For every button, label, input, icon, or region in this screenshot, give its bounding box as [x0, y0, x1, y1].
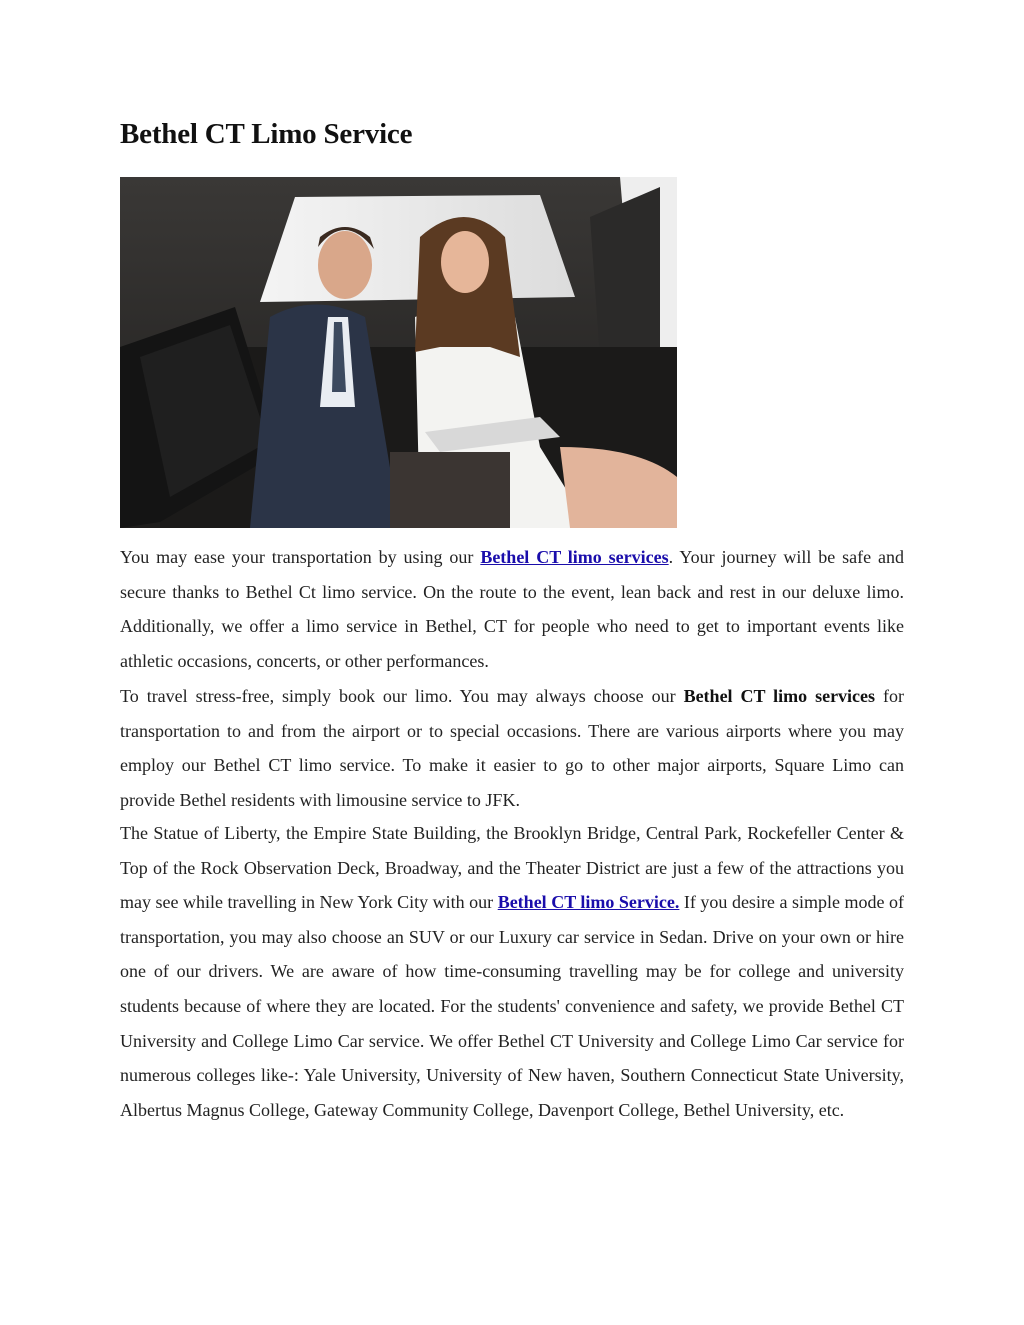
attractions-paragraph	[120, 816, 904, 1127]
paragraph-text: for transportation to and from the airport or to special occasions. There are various airports where you may employ our Bethel CT limo service. To make it easier to go to other major airports, Square Limo can provide Bethel residents with limousine service to JFK.	[120, 686, 904, 810]
paragraph-text: If you desire a simple mode of transportation, you may also choose an SUV or our Luxury car service in Sedan. Drive on your own or hire one of our drivers. We are aware of how time-consuming travelling may be for college and university students because of where they are located. For the students' convenience and safety, we provide Bethel CT University and College Limo Car service. We offer Bethel CT University and College Limo Car service for numerous colleges like-: Yale University, University of New haven, Southern Connecticut State University, Albertus Magnus College, Gateway Community College, Davenport College, Bethel University, etc.	[120, 892, 904, 1120]
page-title: Bethel CT Limo Service	[120, 118, 413, 150]
bethel-ct-limo-services-link[interactable]: Bethel CT limo services	[480, 547, 669, 567]
hero-photo	[120, 177, 677, 528]
bold-phrase: Bethel CT limo services	[683, 686, 876, 706]
paragraph-text: . Your journey will be safe and secure thanks to Bethel Ct limo service. On the route to the event, lean back and rest in our deluxe limo. Additionally, we offer a limo service in Bethel, CT for people who need to get to important events like athletic occasions, concerts, or other performances.	[120, 547, 904, 671]
airport-paragraph	[120, 679, 904, 817]
intro-paragraph	[120, 540, 904, 678]
paragraph-text: To travel stress-free, simply book our limo. You may always choose our	[120, 686, 684, 706]
bethel-ct-limo-service-link[interactable]: Bethel CT limo Service.	[497, 892, 680, 913]
paragraph-text: You may ease your transportation by using our	[120, 547, 481, 567]
paragraph-text: The Statue of Liberty, the Empire State Building, the Brooklyn Bridge, Central Park, Rockefeller Center & Top of the Rock Observation Deck, Broadway, and the Theater District are just a few of the attractions you may see while travelling in New York City with our	[120, 823, 904, 913]
